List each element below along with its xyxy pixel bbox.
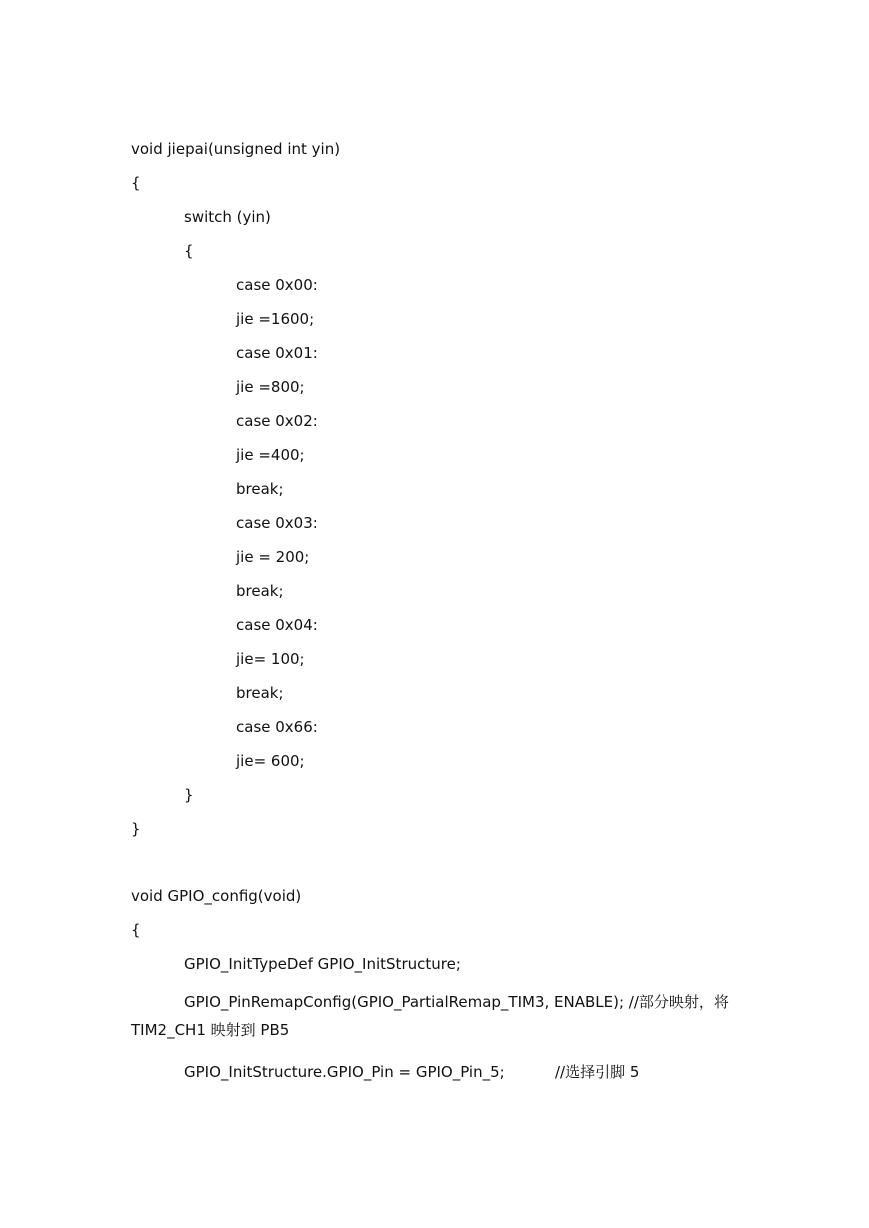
code-line: case 0x66: [236, 718, 318, 736]
code-line: GPIO_PinRemapConfig(GPIO_PartialRemap_TIM3, ENABLE); //部分映射，将 [184, 993, 729, 1011]
code-line: jie =400; [236, 446, 305, 464]
code-line-wrap: TIM2_CH1 映射到 PB5 [131, 1021, 290, 1039]
close-brace: } [131, 820, 141, 838]
switch-close-brace: } [184, 786, 194, 804]
code-line: break; [236, 582, 284, 600]
switch-open-brace: { [184, 242, 194, 260]
code-line: jie= 600; [236, 752, 305, 770]
code-line: case 0x04: [236, 616, 318, 634]
open-brace: { [131, 921, 141, 939]
code-line: break; [236, 684, 284, 702]
code-comment: //选择引脚 5 [555, 1063, 640, 1081]
code-line: case 0x02: [236, 412, 318, 430]
code-line: GPIO_InitStructure.GPIO_Pin = GPIO_Pin_5; [184, 1063, 505, 1081]
code-line: case 0x00: [236, 276, 318, 294]
code-line: case 0x03: [236, 514, 318, 532]
switch-statement: switch (yin) [184, 208, 271, 226]
code-line: break; [236, 480, 284, 498]
code-line: jie = 200; [236, 548, 310, 566]
code-line: GPIO_InitTypeDef GPIO_InitStructure; [184, 955, 461, 973]
code-line: jie =800; [236, 378, 305, 396]
open-brace: { [131, 174, 141, 192]
code-line: jie= 100; [236, 650, 305, 668]
code-line: jie =1600; [236, 310, 315, 328]
function-signature-jiepai: void jiepai(unsigned int yin) [131, 140, 341, 158]
function-signature-gpio-config: void GPIO_config(void) [131, 887, 302, 905]
code-line: case 0x01: [236, 344, 318, 362]
